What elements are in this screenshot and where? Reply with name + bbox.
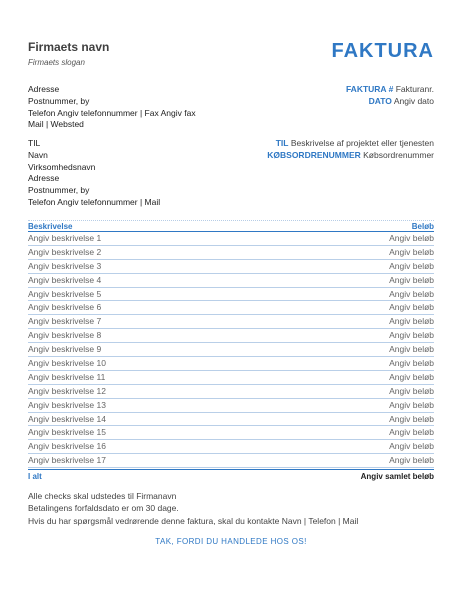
table-row	[28, 232, 434, 246]
notes-line-contact: Hvis du har spørgsmål vedrørende denne faktura, skal du kontakte Navn | Telefon | Mail	[28, 515, 359, 526]
table-row	[28, 371, 434, 385]
project-description-field[interactable]: Beskrivelse af projektet eller tjenesten	[290, 138, 434, 148]
table-row	[28, 288, 434, 302]
line-items-table	[28, 220, 434, 482]
table-row	[28, 246, 434, 260]
total-label: I alt	[28, 472, 42, 482]
recipient-phone-line: Telefon Angiv telefonnummer | Mail	[28, 196, 161, 207]
row-amount-field[interactable]: Angiv beløb	[389, 246, 434, 257]
row-description-field[interactable]: Angiv beskrivelse 2	[28, 246, 102, 257]
total-amount-field[interactable]: Angiv samlet beløb	[360, 472, 434, 482]
payment-notes[interactable]	[28, 490, 358, 527]
invoice-date-label: DATO	[368, 95, 392, 106]
invoice-date-row	[346, 96, 434, 108]
recipient-address-line: Adresse	[28, 173, 60, 184]
recipient-company: Virksomhedsnavn	[28, 161, 96, 172]
row-description-field[interactable]: Angiv beskrivelse 9	[28, 344, 102, 355]
row-amount-field[interactable]: Angiv beløb	[389, 316, 434, 327]
table-row	[28, 274, 434, 288]
row-description-field[interactable]: Angiv beskrivelse 4	[28, 274, 102, 285]
row-description-field[interactable]: Angiv beskrivelse 14	[28, 413, 106, 424]
row-amount-field[interactable]: Angiv beløb	[389, 260, 434, 271]
table-row	[28, 399, 434, 413]
row-amount-field[interactable]: Angiv beløb	[389, 441, 434, 452]
row-description-field[interactable]: Angiv beskrivelse 17	[28, 455, 106, 466]
invoice-number-label: FAKTURA #	[345, 84, 394, 94]
row-description-field[interactable]: Angiv beskrivelse 15	[28, 427, 106, 438]
po-row	[267, 150, 434, 162]
row-amount-field[interactable]: Angiv beløb	[389, 413, 434, 424]
row-amount-field[interactable]: Angiv beløb	[389, 302, 434, 313]
company-slogan[interactable]: Firmaets slogan	[28, 58, 85, 67]
table-row	[28, 454, 434, 468]
row-description-field[interactable]: Angiv beskrivelse 12	[28, 385, 106, 396]
column-header-description: Beskrivelse	[28, 222, 73, 231]
row-amount-field[interactable]: Angiv beløb	[389, 371, 434, 382]
recipient-postal-line: Postnummer, by	[28, 185, 90, 196]
row-amount-field[interactable]: Angiv beløb	[389, 344, 434, 355]
table-row	[28, 329, 434, 343]
row-amount-field[interactable]: Angiv beløb	[389, 399, 434, 410]
table-row	[28, 385, 434, 399]
row-amount-field[interactable]: Angiv beløb	[389, 330, 434, 341]
recipient-address[interactable]	[28, 138, 160, 209]
project-label: TIL	[275, 138, 289, 148]
row-amount-field[interactable]: Angiv beløb	[389, 427, 434, 438]
row-description-field[interactable]: Angiv beskrivelse 10	[28, 358, 106, 369]
row-description-field[interactable]: Angiv beskrivelse 5	[28, 288, 102, 299]
row-description-field[interactable]: Angiv beskrivelse 13	[28, 399, 106, 410]
po-label: KØBSORDRENUMMER	[267, 149, 361, 160]
row-description-field[interactable]: Angiv beskrivelse 7	[28, 316, 102, 327]
table-row	[28, 343, 434, 357]
project-row	[267, 138, 434, 150]
table-body	[28, 232, 434, 468]
row-description-field[interactable]: Angiv beskrivelse 11	[28, 371, 106, 382]
sender-address-line: Adresse	[28, 84, 60, 94]
table-row	[28, 426, 434, 440]
thank-you-message[interactable]: TAK, FORDI DU HANDLEDE HOS OS!	[155, 537, 307, 546]
invoice-date-field[interactable]: Angiv dato	[393, 95, 434, 106]
table-row	[28, 357, 434, 371]
sender-web-line: Mail | Websted	[28, 119, 84, 130]
row-amount-field[interactable]: Angiv beløb	[389, 358, 434, 369]
row-description-field[interactable]: Angiv beskrivelse 3	[28, 260, 102, 271]
notes-line-checks: Alle checks skal udstedes til Firmanavn	[28, 491, 177, 501]
row-description-field[interactable]: Angiv beskrivelse 1	[28, 233, 102, 243]
row-amount-field[interactable]: Angiv beløb	[389, 274, 434, 285]
row-description-field[interactable]: Angiv beskrivelse 6	[28, 302, 102, 313]
invoice-number-row	[346, 84, 434, 96]
recipient-to-label: TIL	[28, 138, 41, 148]
recipient-name: Navn	[28, 149, 48, 160]
sender-address[interactable]	[28, 84, 196, 131]
row-description-field[interactable]: Angiv beskrivelse 8	[28, 330, 102, 341]
table-total-row	[28, 469, 434, 482]
notes-line-due: Betalingens forfaldsdato er om 30 dage.	[28, 503, 179, 514]
table-row	[28, 413, 434, 427]
row-amount-field[interactable]: Angiv beløb	[389, 288, 434, 299]
company-name[interactable]: Firmaets navn	[28, 40, 110, 54]
table-header	[28, 220, 434, 232]
row-amount-field[interactable]: Angiv beløb	[389, 455, 434, 466]
po-number-field[interactable]: Købsordrenummer	[363, 149, 434, 160]
table-row	[28, 315, 434, 329]
invoice-number-field[interactable]: Fakturanr.	[395, 84, 434, 94]
invoice-meta	[346, 84, 434, 108]
table-row	[28, 260, 434, 274]
table-row	[28, 440, 434, 454]
recipient-meta	[267, 138, 434, 162]
row-description-field[interactable]: Angiv beskrivelse 16	[28, 441, 106, 452]
sender-postal-line: Postnummer, by	[28, 95, 90, 106]
table-row	[28, 301, 434, 315]
column-header-amount: Beløb	[411, 222, 434, 231]
row-amount-field[interactable]: Angiv beløb	[389, 233, 434, 243]
sender-phone-line: Telefon Angiv telefonnummer | Fax Angiv fax	[28, 107, 196, 118]
row-amount-field[interactable]: Angiv beløb	[389, 385, 434, 396]
invoice-title: FAKTURA	[331, 40, 434, 62]
